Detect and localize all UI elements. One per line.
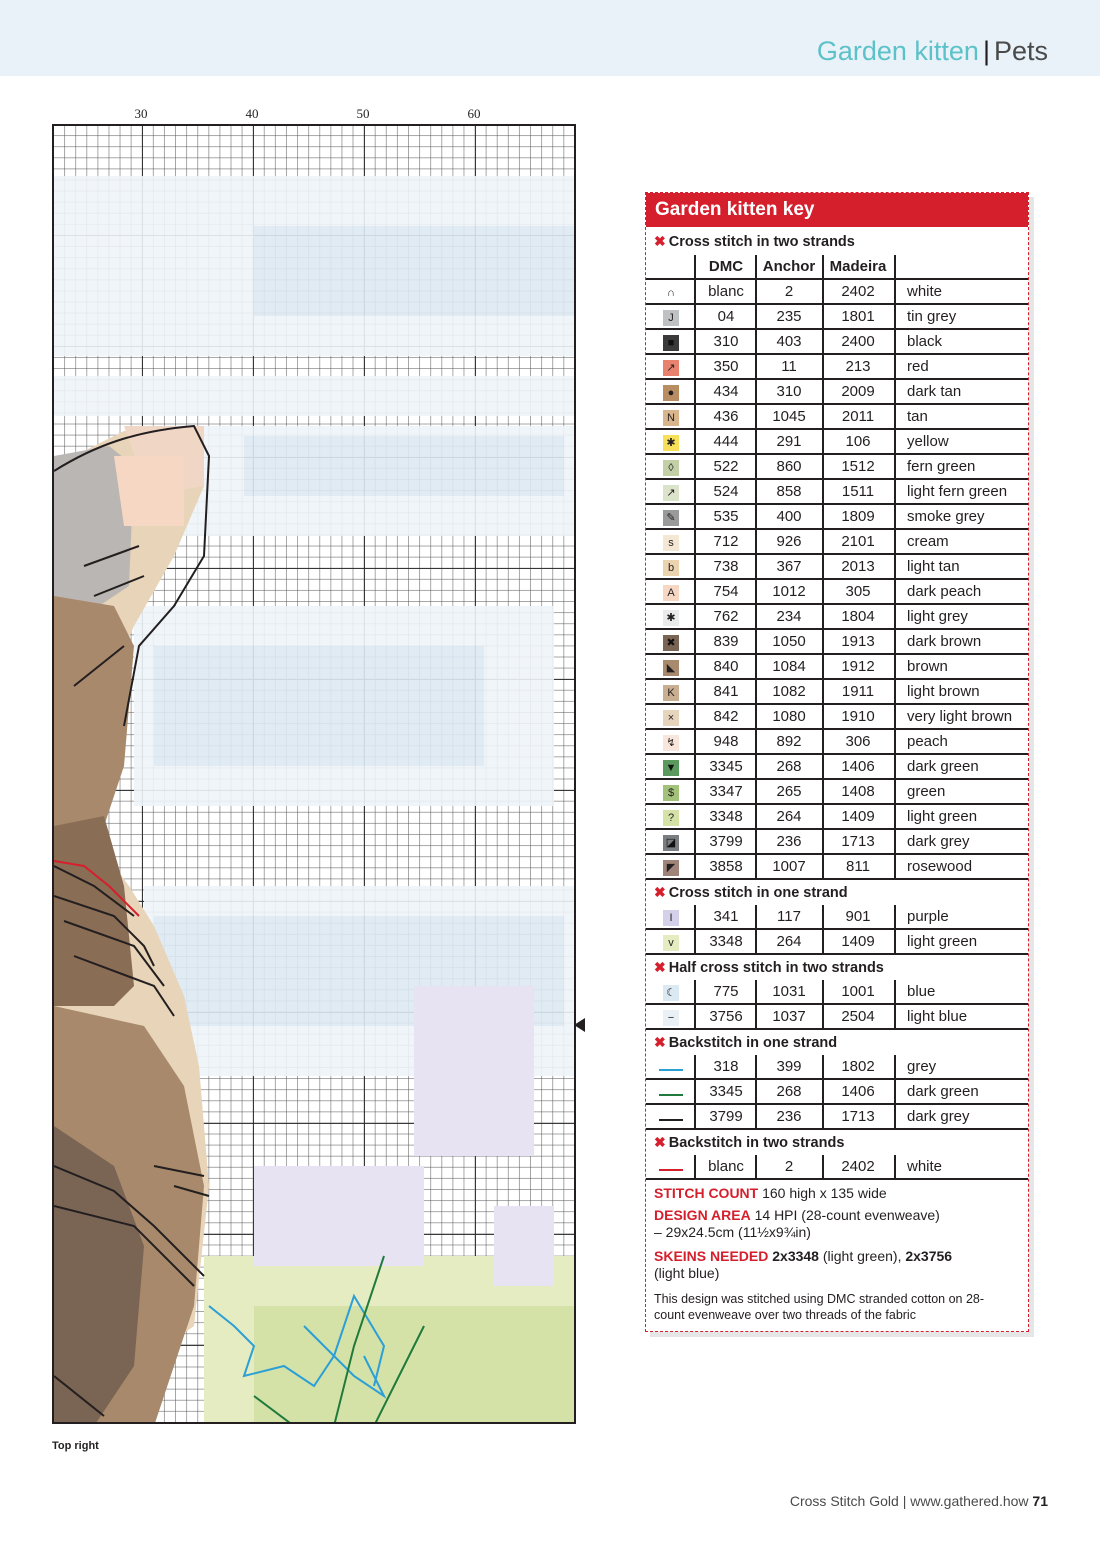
key-row xyxy=(646,1005,1028,1030)
madeira-code: 2504 xyxy=(841,1008,875,1025)
section-label: Half cross stitch in two strands xyxy=(668,960,884,976)
colour-name: yellow xyxy=(907,433,949,450)
colour-name: white xyxy=(907,283,943,300)
key-row xyxy=(646,280,1028,305)
design-area-size: – 29x24.5cm (11½x9¾in) xyxy=(654,1224,811,1240)
section-cross-one xyxy=(654,881,848,903)
cross-mark-icon: ✖ xyxy=(654,884,666,900)
anchor-code: 236 xyxy=(776,1108,802,1125)
symbol-icon: ◤ xyxy=(663,860,679,876)
key-row xyxy=(646,380,1028,405)
axis-number-40: 40 xyxy=(245,106,259,121)
symbol-swatch xyxy=(659,405,683,429)
colour-name: light grey xyxy=(907,608,968,625)
madeira-code: 901 xyxy=(845,908,871,925)
anchor-code: 268 xyxy=(776,758,802,775)
anchor-code: 2 xyxy=(784,1158,794,1175)
anchor-code: 1037 xyxy=(772,1008,806,1025)
cross-mark-icon: ✖ xyxy=(654,959,666,975)
symbol-swatch xyxy=(659,430,683,454)
design-area-label: DESIGN AREA xyxy=(654,1207,751,1223)
symbol-icon: J xyxy=(663,310,679,326)
key-row xyxy=(646,405,1028,430)
colour-name: blue xyxy=(907,983,936,1000)
symbol-swatch xyxy=(659,655,683,679)
symbol-icon: − xyxy=(663,1010,679,1026)
colour-name: purple xyxy=(907,908,949,925)
colour-name: tan xyxy=(907,408,928,425)
symbol-icon: ↗ xyxy=(663,485,679,501)
cross-mark-icon: ✖ xyxy=(654,1034,666,1050)
symbol-icon: v xyxy=(663,935,679,951)
symbol-icon: ▼ xyxy=(663,760,679,776)
madeira-code: 2101 xyxy=(841,533,875,550)
colour-name: grey xyxy=(907,1058,937,1075)
anchor-code: 2 xyxy=(784,283,794,300)
stitch-count-value: 160 high x 135 wide xyxy=(762,1185,887,1201)
colour-name: white xyxy=(907,1158,943,1175)
section-back-two xyxy=(654,1131,844,1153)
dmc-code: 841 xyxy=(713,683,739,700)
symbol-swatch xyxy=(659,780,683,804)
madeira-code: 305 xyxy=(845,583,871,600)
backstitch-swatch xyxy=(659,1155,683,1179)
symbol-swatch xyxy=(659,530,683,554)
madeira-code: 1001 xyxy=(841,983,875,1000)
column-dmc: DMC xyxy=(708,258,744,275)
website: www.gathered.how xyxy=(910,1493,1029,1509)
dmc-code: 3756 xyxy=(709,1008,743,1025)
key-row xyxy=(646,1080,1028,1105)
dmc-code: 712 xyxy=(713,533,739,550)
key-row xyxy=(646,530,1028,555)
colour-name: dark grey xyxy=(907,833,970,850)
anchor-code: 1080 xyxy=(772,708,806,725)
dmc-code: 350 xyxy=(713,358,739,375)
madeira-code: 2009 xyxy=(841,383,875,400)
colour-name: dark green xyxy=(907,1083,979,1100)
symbol-icon: ◪ xyxy=(663,835,679,851)
title-separator: | xyxy=(982,36,990,66)
dmc-code: 444 xyxy=(713,433,739,450)
symbol-swatch xyxy=(659,630,683,654)
symbol-icon: s xyxy=(663,535,679,551)
key-row xyxy=(646,705,1028,730)
anchor-code: 1012 xyxy=(772,583,806,600)
anchor-code: 926 xyxy=(776,533,802,550)
madeira-code: 1913 xyxy=(841,633,875,650)
key-row xyxy=(646,1105,1028,1130)
category-name: Pets xyxy=(993,36,1048,66)
symbol-icon: I xyxy=(663,910,679,926)
symbol-swatch xyxy=(659,605,683,629)
backstitch-swatch xyxy=(659,1105,683,1129)
symbol-swatch xyxy=(659,480,683,504)
colour-name: light fern green xyxy=(907,483,1008,500)
key-note: This design was stitched using DMC stranded cotton on 28-count evenweave over two threads of the fabric xyxy=(654,1292,985,1322)
colour-name: very light brown xyxy=(907,708,1013,725)
madeira-code: 1409 xyxy=(841,933,875,950)
symbol-icon: A xyxy=(663,585,679,601)
colour-name: dark green xyxy=(907,758,979,775)
anchor-code: 1082 xyxy=(772,683,806,700)
madeira-code: 811 xyxy=(846,858,870,875)
symbol-swatch xyxy=(659,330,683,354)
madeira-code: 2013 xyxy=(841,558,875,575)
design-area xyxy=(654,1207,940,1224)
anchor-code: 291 xyxy=(776,433,802,450)
symbol-swatch xyxy=(659,555,683,579)
symbol-icon: K xyxy=(663,685,679,701)
madeira-code: 1409 xyxy=(841,808,875,825)
madeira-code: 1511 xyxy=(841,483,875,500)
colour-name: fern green xyxy=(907,458,976,475)
madeira-code: 106 xyxy=(845,433,871,450)
dmc-code: 3858 xyxy=(709,858,743,875)
key-row xyxy=(646,930,1028,955)
dmc-code: 535 xyxy=(713,508,739,525)
dmc-code: 434 xyxy=(713,383,739,400)
line-swatch-icon xyxy=(659,1094,683,1096)
dmc-code: blanc xyxy=(708,283,744,300)
key-row xyxy=(646,330,1028,355)
anchor-code: 117 xyxy=(777,908,801,925)
anchor-code: 264 xyxy=(776,933,802,950)
anchor-code: 860 xyxy=(776,458,802,475)
section-label: Cross stitch in two strands xyxy=(668,234,855,250)
backstitch-swatch xyxy=(659,1080,683,1104)
madeira-code: 1406 xyxy=(841,758,875,775)
symbol-swatch xyxy=(659,505,683,529)
symbol-icon: ✱ xyxy=(663,610,679,626)
dmc-code: 3345 xyxy=(709,1083,743,1100)
anchor-code: 234 xyxy=(776,608,802,625)
symbol-icon: ↗ xyxy=(663,360,679,376)
madeira-code: 1408 xyxy=(841,783,875,800)
colour-name: tin grey xyxy=(907,308,957,325)
anchor-code: 236 xyxy=(776,833,802,850)
madeira-code: 2402 xyxy=(841,1158,875,1175)
key-row xyxy=(646,1055,1028,1080)
dmc-code: 524 xyxy=(713,483,739,500)
chart-center-marker xyxy=(574,1018,585,1032)
colour-name: dark grey xyxy=(907,1108,970,1125)
anchor-code: 1045 xyxy=(772,408,806,425)
colour-name: light green xyxy=(907,933,978,950)
symbol-icon: ◣ xyxy=(663,660,679,676)
key-row xyxy=(646,355,1028,380)
section-title xyxy=(817,36,1048,66)
page-number: 71 xyxy=(1032,1493,1048,1509)
symbol-icon: ✎ xyxy=(663,510,679,526)
section-cross-two xyxy=(654,230,855,252)
key-row xyxy=(646,905,1028,930)
key-row xyxy=(646,305,1028,330)
key-row xyxy=(646,430,1028,455)
symbol-swatch xyxy=(659,855,683,879)
dmc-code: blanc xyxy=(708,1158,744,1175)
section-half-two xyxy=(654,956,884,978)
dmc-code: 318 xyxy=(713,1058,739,1075)
symbol-swatch xyxy=(659,755,683,779)
key-row xyxy=(646,655,1028,680)
colour-name: brown xyxy=(907,658,948,675)
colour-name: light green xyxy=(907,808,978,825)
anchor-code: 310 xyxy=(776,383,802,400)
symbol-swatch xyxy=(659,280,683,304)
skein-1-color: (light green), xyxy=(822,1248,902,1264)
anchor-code: 892 xyxy=(776,733,802,750)
line-swatch-icon xyxy=(659,1119,683,1121)
colour-name: cream xyxy=(907,533,949,550)
stitch-pattern-art xyxy=(54,126,576,1424)
key-row xyxy=(646,580,1028,605)
section-label: Backstitch in two strands xyxy=(668,1135,845,1151)
key-row xyxy=(646,680,1028,705)
section-label: Cross stitch in one strand xyxy=(668,885,848,901)
skeins-needed xyxy=(654,1248,952,1265)
dmc-code: 522 xyxy=(713,458,739,475)
symbol-swatch xyxy=(659,705,683,729)
anchor-code: 399 xyxy=(776,1058,802,1075)
column-madeira: Madeira xyxy=(829,258,887,275)
key-row xyxy=(646,455,1028,480)
symbol-icon: ? xyxy=(663,810,679,826)
madeira-code: 1713 xyxy=(841,833,875,850)
chart-key xyxy=(645,192,1029,1332)
key-title: Garden kitten key xyxy=(646,193,1028,227)
colour-name: red xyxy=(907,358,929,375)
symbol-swatch xyxy=(659,905,683,929)
skein-2: 2x3756 xyxy=(905,1248,953,1264)
madeira-code: 1406 xyxy=(841,1083,875,1100)
stitch-count-label: STITCH COUNT xyxy=(654,1185,759,1201)
key-header-row xyxy=(646,255,1028,280)
skeins-label: SKEINS NEEDED xyxy=(654,1248,769,1264)
section-back-one xyxy=(654,1031,837,1053)
symbol-swatch xyxy=(659,830,683,854)
column-anchor: Anchor xyxy=(762,258,816,275)
key-row xyxy=(646,855,1028,880)
colour-name: dark tan xyxy=(907,383,962,400)
madeira-code: 1910 xyxy=(841,708,875,725)
symbol-swatch xyxy=(659,805,683,829)
key-row xyxy=(646,1155,1028,1180)
cross-mark-icon: ✖ xyxy=(654,233,666,249)
anchor-code: 1007 xyxy=(772,858,806,875)
dmc-code: 436 xyxy=(713,408,739,425)
key-row xyxy=(646,630,1028,655)
symbol-swatch xyxy=(659,355,683,379)
colour-name: green xyxy=(907,783,946,800)
backstitch-swatch xyxy=(659,1055,683,1079)
dmc-code: 3348 xyxy=(709,933,743,950)
madeira-code: 1912 xyxy=(841,658,875,675)
colour-name: light tan xyxy=(907,558,960,575)
key-row xyxy=(646,555,1028,580)
madeira-code: 1802 xyxy=(841,1058,875,1075)
stitch-count xyxy=(654,1185,887,1202)
anchor-code: 268 xyxy=(776,1083,802,1100)
symbol-icon: ✱ xyxy=(663,435,679,451)
section-label: Backstitch in one strand xyxy=(668,1035,838,1051)
key-row xyxy=(646,605,1028,630)
colour-name: black xyxy=(907,333,943,350)
key-row xyxy=(646,755,1028,780)
madeira-code: 1804 xyxy=(841,608,875,625)
madeira-code: 213 xyxy=(845,358,871,375)
key-row xyxy=(646,505,1028,530)
colour-name: rosewood xyxy=(907,858,973,875)
symbol-swatch xyxy=(659,380,683,404)
design-area-value: 14 HPI (28-count evenweave) xyxy=(754,1207,940,1223)
line-swatch-icon xyxy=(659,1069,683,1071)
anchor-code: 235 xyxy=(776,308,802,325)
madeira-code: 306 xyxy=(845,733,871,750)
section-name: Garden kitten xyxy=(816,36,979,66)
axis-number-60: 60 xyxy=(467,106,481,121)
dmc-code: 04 xyxy=(717,308,735,325)
symbol-icon: $ xyxy=(663,785,679,801)
symbol-swatch xyxy=(659,930,683,954)
madeira-code: 1801 xyxy=(841,308,875,325)
dmc-code: 3799 xyxy=(709,833,743,850)
anchor-code: 265 xyxy=(776,783,802,800)
madeira-code: 2402 xyxy=(841,283,875,300)
madeira-code: 1713 xyxy=(841,1108,875,1125)
symbol-swatch xyxy=(659,455,683,479)
anchor-code: 367 xyxy=(776,558,802,575)
symbol-swatch xyxy=(659,580,683,604)
colour-name: light brown xyxy=(907,683,980,700)
dmc-code: 341 xyxy=(713,908,739,925)
symbol-icon: ◊ xyxy=(663,460,679,476)
symbol-icon: × xyxy=(663,710,679,726)
anchor-code: 264 xyxy=(776,808,802,825)
key-row xyxy=(646,780,1028,805)
dmc-code: 840 xyxy=(713,658,739,675)
dmc-code: 3345 xyxy=(709,758,743,775)
symbol-swatch xyxy=(659,980,683,1004)
symbol-swatch xyxy=(659,305,683,329)
dmc-code: 3347 xyxy=(709,783,743,800)
colour-name: smoke grey xyxy=(907,508,985,525)
symbol-icon: ● xyxy=(663,385,679,401)
symbol-icon: ☾ xyxy=(663,985,679,1001)
dmc-code: 3799 xyxy=(709,1108,743,1125)
dmc-code: 762 xyxy=(713,608,739,625)
colour-name: dark peach xyxy=(907,583,982,600)
anchor-code: 1084 xyxy=(772,658,806,675)
axis-number-50: 50 xyxy=(356,106,370,121)
cross-mark-icon: ✖ xyxy=(654,1134,666,1150)
colour-name: dark brown xyxy=(907,633,982,650)
symbol-icon: b xyxy=(663,560,679,576)
dmc-code: 839 xyxy=(713,633,739,650)
symbol-icon: ↯ xyxy=(663,735,679,751)
key-row xyxy=(646,480,1028,505)
key-row xyxy=(646,730,1028,755)
folio-separator: | xyxy=(902,1493,907,1509)
colour-name: light blue xyxy=(907,1008,968,1025)
page-folio xyxy=(790,1493,1048,1509)
madeira-code: 2011 xyxy=(841,408,875,425)
key-row xyxy=(646,830,1028,855)
symbol-icon: ■ xyxy=(663,335,679,351)
anchor-code: 858 xyxy=(776,483,802,500)
symbol-icon: ✖ xyxy=(663,635,679,651)
madeira-code: 1809 xyxy=(841,508,875,525)
skein-2-color: (light blue) xyxy=(654,1265,720,1281)
anchor-code: 1050 xyxy=(772,633,806,650)
anchor-code: 400 xyxy=(776,508,802,525)
page-header xyxy=(0,0,1100,76)
symbol-icon: N xyxy=(663,410,679,426)
anchor-code: 403 xyxy=(776,333,802,350)
magazine-name: Cross Stitch Gold xyxy=(789,1493,899,1509)
symbol-icon: ∩ xyxy=(663,285,679,301)
symbol-swatch xyxy=(659,730,683,754)
axis-number-30: 30 xyxy=(134,106,148,121)
symbol-swatch xyxy=(659,680,683,704)
colour-name: peach xyxy=(907,733,948,750)
dmc-code: 775 xyxy=(713,983,739,1000)
madeira-code: 1512 xyxy=(841,458,875,475)
chart-caption: Top right xyxy=(52,1440,99,1452)
skein-1: 2x3348 xyxy=(772,1248,819,1264)
dmc-code: 754 xyxy=(713,583,739,600)
dmc-code: 3348 xyxy=(709,808,743,825)
madeira-code: 2400 xyxy=(841,333,875,350)
madeira-code: 1911 xyxy=(841,683,875,700)
dmc-code: 842 xyxy=(713,708,739,725)
anchor-code: 1031 xyxy=(772,983,806,1000)
dmc-code: 738 xyxy=(713,558,739,575)
symbol-swatch xyxy=(659,1005,683,1029)
key-row xyxy=(646,805,1028,830)
key-row xyxy=(646,980,1028,1005)
anchor-code: 11 xyxy=(781,358,797,375)
line-swatch-icon xyxy=(659,1169,683,1171)
dmc-code: 948 xyxy=(713,733,739,750)
dmc-code: 310 xyxy=(713,333,739,350)
stitch-chart xyxy=(52,124,576,1424)
